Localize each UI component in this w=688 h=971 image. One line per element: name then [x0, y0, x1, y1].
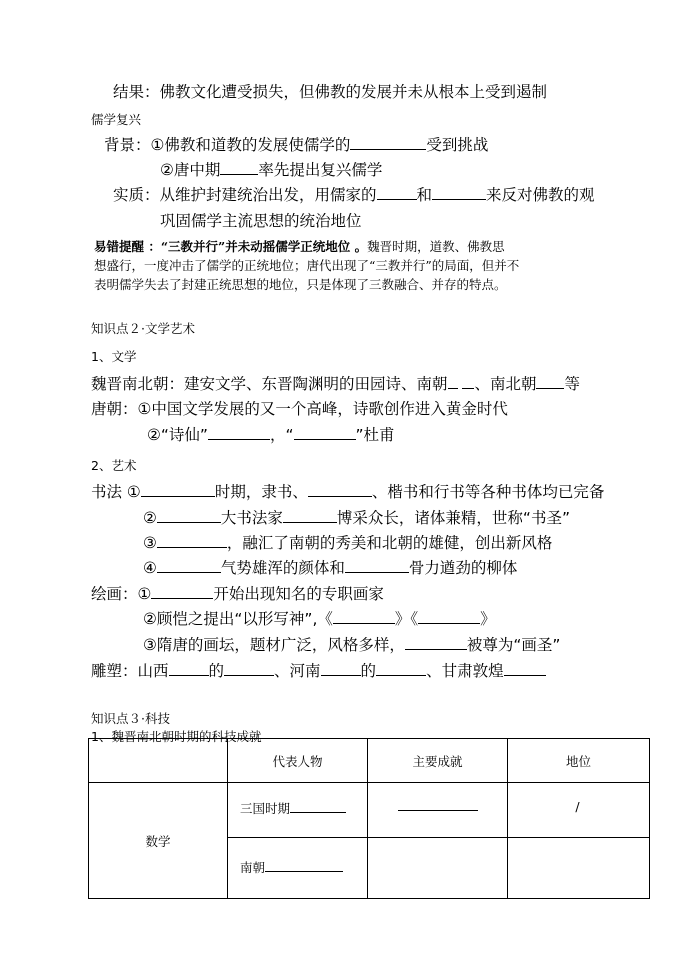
cal2-tail: 博采众长，诸体兼精，世称“书圣” — [336, 509, 570, 527]
lit3-mid: ，“ — [269, 426, 294, 444]
cal3-text: ③ — [143, 534, 157, 552]
sculpt-mid: 、河南 — [274, 662, 321, 680]
bg2-tail: 率先提出复兴儒学 — [258, 161, 383, 179]
row2-person-label: 南朝 — [240, 860, 266, 875]
bg2-text: ②唐中期 — [160, 161, 221, 179]
row1-person-label: 三国时期 — [240, 801, 291, 816]
cal2-mid: 大书法家 — [220, 509, 283, 527]
blank-paint-3[interactable] — [418, 622, 480, 624]
blank-cal-1[interactable] — [141, 495, 215, 497]
blank-poet-sage[interactable] — [294, 438, 356, 440]
person-cell-1 — [228, 783, 368, 838]
cal4-mid: 气势雄浑的颜体和 — [220, 559, 345, 577]
religion-result: 结果：佛教文化遭受损失，但佛教的发展并未从根本上受到遏制 — [113, 83, 548, 101]
confucian-essence — [113, 183, 595, 205]
kp2-title: 知识点２·文学艺术 — [91, 321, 195, 336]
cal-line1 — [91, 480, 604, 502]
reminder-line2: 想盛行，一度冲击了儒学的正统地位；唐代出现了“三教并行”的局面，但并不 — [94, 258, 520, 273]
status-cell-1 — [508, 783, 650, 838]
blank-poet-immortal[interactable] — [208, 438, 270, 440]
achievement-cell-1 — [368, 783, 508, 838]
confucian-bg2 — [160, 158, 382, 180]
paint-line1 — [91, 582, 384, 604]
sculpt-of-1: 的 — [208, 662, 225, 680]
lit3-text: ②“诗仙” — [147, 426, 208, 444]
paint2-text: ②顾恺之提出“以形写神”,《 — [143, 610, 333, 628]
paint2-mid: 》《 — [394, 610, 419, 628]
table-header-row — [89, 739, 650, 783]
sculpt-of-2: 的 — [360, 662, 377, 680]
lit-head: 1、文学 — [91, 349, 137, 364]
subject-cell — [89, 783, 228, 899]
lit-line3 — [147, 423, 395, 445]
lit1-text: 魏晋南北朝：建安文学、东晋陶渊明的田园诗、南朝 — [91, 375, 448, 393]
essence-label: 实质： — [113, 186, 160, 204]
sculpt-text: 雕塑：山西 — [91, 662, 169, 680]
blank-cal-4[interactable] — [283, 521, 337, 523]
subject-label: 数学 — [145, 833, 171, 849]
blank-lit-1a[interactable] — [448, 387, 458, 389]
blank-sculpt-1[interactable] — [169, 674, 209, 676]
kp3-sub: 1、魏晋南北朝时期的科技成就 — [91, 729, 262, 744]
blank-person-1[interactable] — [290, 811, 346, 813]
blank-cal-3[interactable] — [157, 521, 221, 523]
blank-cal-2[interactable] — [308, 495, 372, 497]
paint1-text: 绘画：① — [91, 585, 152, 603]
cal2-text: ② — [143, 509, 157, 527]
lit1-tail: 等 — [564, 375, 580, 393]
blank-essence-2[interactable] — [432, 198, 486, 200]
blank-paint-4[interactable] — [405, 648, 467, 650]
person-cell-2 — [228, 838, 368, 899]
header-blank — [89, 739, 228, 783]
art-head: 2、艺术 — [91, 458, 137, 473]
paint2-tail: 》 — [480, 610, 496, 628]
blank-cal-6[interactable] — [157, 571, 221, 573]
cal4-tail: 骨力遒劲的柳体 — [408, 559, 518, 577]
lit3-tail: ”杜甫 — [355, 426, 395, 444]
paint3-tail: 被尊为“画圣” — [466, 636, 561, 654]
blank-sculpt-3[interactable] — [321, 674, 361, 676]
essence-tail: 来反对佛教的观 — [486, 186, 595, 204]
reminder-line1 — [94, 237, 505, 255]
blank-paint-1[interactable] — [151, 597, 213, 599]
paint-line2 — [143, 607, 496, 629]
blank-paint-2[interactable] — [333, 622, 395, 624]
reminder-text1: 魏晋时期，道教、佛教思 — [367, 239, 505, 254]
blank-essence-1[interactable] — [377, 198, 417, 200]
essence-text: 从维护封建统治出发，用儒家的 — [159, 186, 377, 204]
cal-line3 — [143, 531, 552, 553]
confucian-essence-cont: 巩固儒学主流思想的统治地位 — [160, 212, 362, 230]
row1-status: / — [575, 798, 580, 814]
header-person: 代表人物 — [228, 739, 368, 783]
status-cell-2[interactable] — [508, 838, 650, 899]
blank-achievement-1[interactable] — [398, 809, 478, 811]
kp3-title: 知识点３·科技 — [91, 711, 170, 726]
header-status: 地位 — [508, 739, 650, 783]
sculpt-line — [91, 659, 546, 681]
lit-line1 — [91, 372, 580, 394]
blank-lit-1b[interactable] — [462, 387, 474, 389]
blank-orthodox[interactable] — [350, 148, 426, 150]
cal3-tail: ，融汇了南朝的秀美和北朝的雄健，创出新风格 — [226, 534, 553, 552]
lit-line2: 唐朝：①中国文学发展的又一个高峰，诗歌创作进入黄金时代 — [91, 400, 508, 418]
lit1-mid: 、南北朝 — [474, 375, 537, 393]
tech-table — [88, 738, 650, 899]
bg1-text: ①佛教和道教的发展使儒学的 — [150, 136, 351, 154]
table-row — [89, 783, 650, 838]
achievement-cell-2[interactable] — [368, 838, 508, 899]
blank-cal-5[interactable] — [157, 546, 227, 548]
reminder-label: 易错提醒 ：“三教并行”并未动摇儒学正统地位 。 — [94, 239, 368, 254]
essence-and: 和 — [416, 186, 433, 204]
blank-hanyu[interactable] — [220, 173, 258, 175]
bg1-tail: 受到挑战 — [426, 136, 489, 154]
cal1-tail: 、楷书和行书等各种书体均已完备 — [371, 483, 605, 501]
paint-line3 — [143, 633, 560, 655]
blank-sculpt-5[interactable] — [504, 674, 546, 676]
header-achievement: 主要成就 — [368, 739, 508, 783]
paint3-text: ③隋唐的画坛，题材广泛，风格多样， — [143, 636, 405, 654]
cal4-text: ④ — [143, 559, 157, 577]
blank-sculpt-4[interactable] — [376, 674, 426, 676]
paint1-tail: 开始出现知名的专职画家 — [213, 585, 384, 603]
confucian-bg1 — [104, 133, 488, 155]
blank-sculpt-2[interactable] — [224, 674, 274, 676]
confucian-title: 儒学复兴 — [91, 112, 142, 127]
cal1-mid: 时期，隶书、 — [214, 483, 308, 501]
reminder-line3: 表明儒学失去了封建正统思想的地位，只是体现了三教融合、并存的特点。 — [94, 277, 507, 292]
cal-line4 — [143, 556, 517, 578]
cal-line2 — [143, 506, 570, 528]
sculpt-tail: 、甘肃敦煌 — [426, 662, 504, 680]
cal1-text: 书法 ① — [91, 483, 141, 501]
blank-person-2[interactable] — [265, 870, 343, 872]
blank-cal-7[interactable] — [345, 571, 409, 573]
blank-lit-2[interactable] — [536, 387, 564, 389]
bg-label: 背景： — [104, 136, 151, 154]
